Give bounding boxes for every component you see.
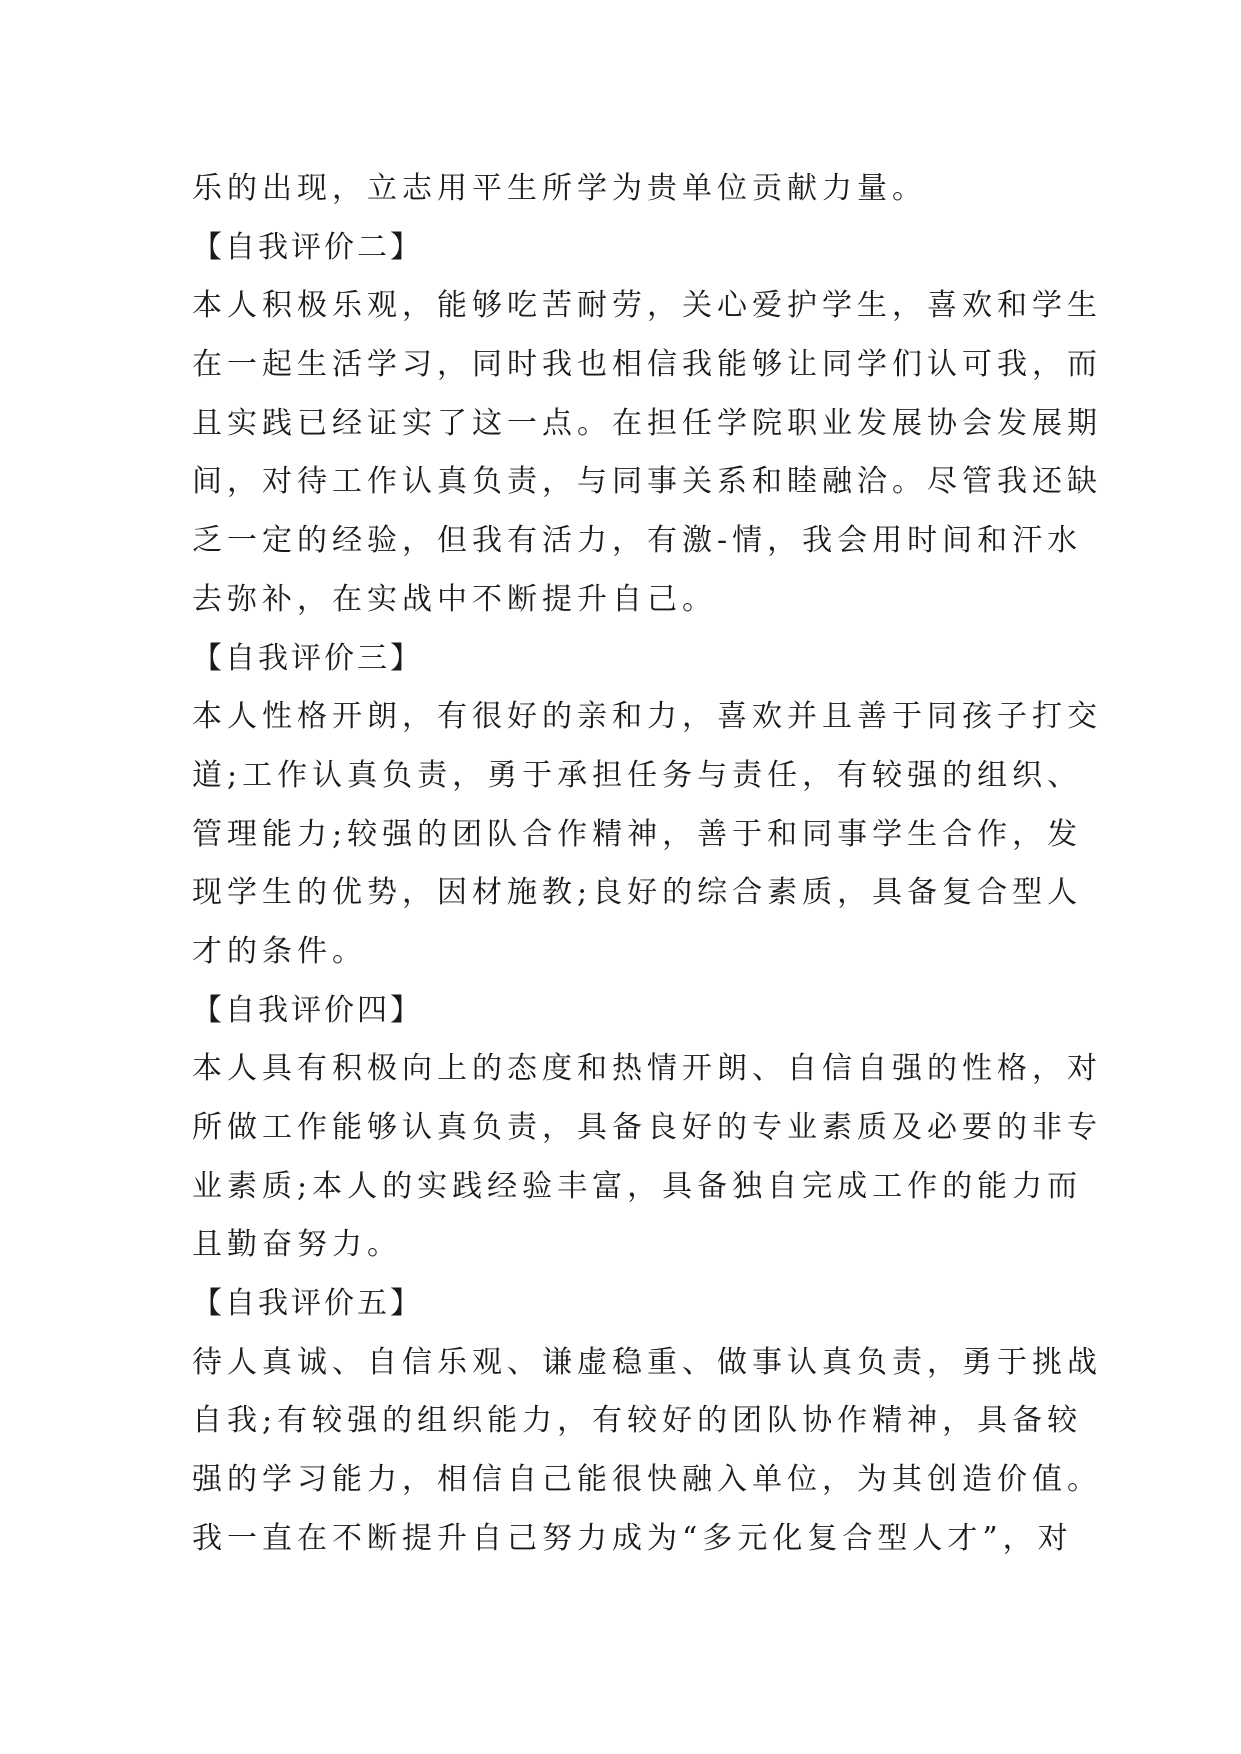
paragraph-line: 本人具有积极向上的态度和热情开朗、自信自强的性格，对 (192, 1051, 1102, 1087)
paragraph-line: 现学生的优势，因材施教;良好的综合素质，具备复合型人 (192, 875, 1083, 911)
document-body (192, 160, 1102, 1569)
paragraph-line: 道;工作认真负责，勇于承担任务与责任，有较强的组织、 (192, 757, 1083, 793)
paragraph-line: 自我;有较强的组织能力，有较好的团队协作精神，具备较 (192, 1403, 1083, 1439)
paragraph-line: 且勤奋努力。 (192, 1227, 402, 1263)
paragraph-line: 乏一定的经验，但我有活力，有激-情，我会用时间和汗水 (192, 523, 1083, 559)
paragraph-line: 才的条件。 (192, 933, 367, 969)
paragraph-line: 待人真诚、自信乐观、谦虚稳重、做事认真负责，勇于挑战 (192, 1344, 1102, 1380)
paragraph-line: 乐的出现，立志用平生所学为贵单位贡献力量。 (192, 171, 927, 206)
paragraph-line: 业素质;本人的实践经验丰富，具备独自完成工作的能力而 (192, 1168, 1083, 1204)
section-heading: 【自我评价五】 (192, 1286, 423, 1322)
section-heading: 【自我评价三】 (192, 640, 423, 676)
paragraph-line: 我一直在不断提升自己努力成为“多元化复合型人才”，对 (192, 1520, 1073, 1556)
paragraph-line: 去弥补，在实战中不断提升自己。 (192, 581, 717, 617)
section-heading: 【自我评价四】 (192, 992, 423, 1028)
paragraph-line: 本人性格开朗，有很好的亲和力，喜欢并且善于同孩子打交 (192, 699, 1102, 735)
paragraph-line: 且实践已经证实了这一点。在担任学院职业发展协会发展期 (192, 405, 1102, 441)
paragraph-line: 所做工作能够认真负责，具备良好的专业素质及必要的非专 (192, 1110, 1102, 1145)
paragraph-line: 管理能力;较强的团队合作精神，善于和同事学生合作，发 (192, 816, 1083, 852)
paragraph-line: 本人积极乐观，能够吃苦耐劳，关心爱护学生，喜欢和学生 (192, 288, 1102, 324)
section-heading: 【自我评价二】 (192, 229, 423, 265)
paragraph-line: 在一起生活学习，同时我也相信我能够让同学们认可我，而 (192, 347, 1102, 383)
paragraph-line: 强的学习能力，相信自己能很快融入单位，为其创造价值。 (192, 1462, 1102, 1498)
paragraph-line: 间，对待工作认真负责，与同事关系和睦融洽。尽管我还缺 (192, 464, 1102, 500)
